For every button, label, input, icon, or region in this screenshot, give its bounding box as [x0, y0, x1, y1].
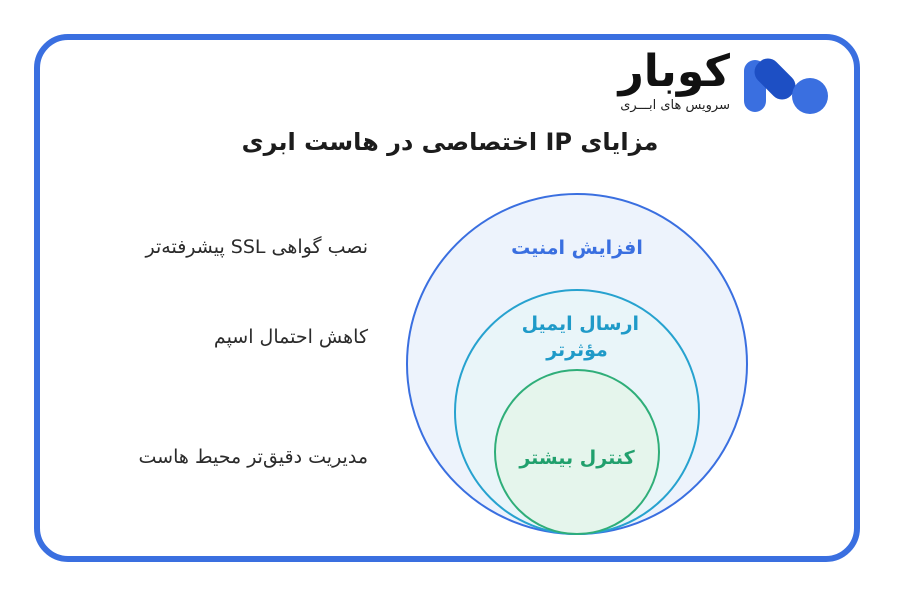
circle-label-email-line1: ارسال ایمیل: [521, 313, 640, 335]
side-label-management: مدیریت دقیق‌تر محیط هاست: [138, 446, 368, 468]
page-title: مزایای IP اختصاصی در هاست ابری: [241, 128, 659, 156]
circle-label-control: کنترل بیشتر: [519, 447, 635, 469]
side-label-spam: کاهش احتمال اسپم: [213, 326, 368, 348]
circle-label-security: افزایش امنیت: [511, 237, 643, 259]
brand-tagline: سرویس های ابـــری: [620, 98, 730, 113]
circle-label-email-line2: مؤثرتر: [546, 339, 608, 361]
brand-name: کوبار: [618, 46, 730, 97]
side-label-ssl: نصب گواهی SSL پیشرفته‌تر: [145, 236, 368, 258]
